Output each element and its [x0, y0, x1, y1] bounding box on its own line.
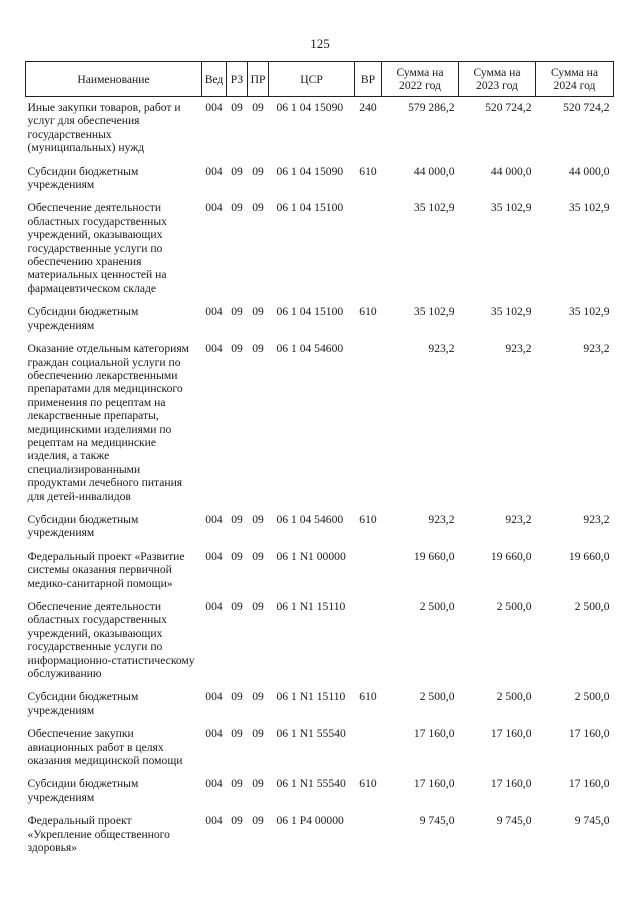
- row-ved: 004: [205, 727, 223, 741]
- page-number: 125: [310, 36, 330, 51]
- row-csr: 06 1 N1 55540: [276, 727, 346, 741]
- row-ved: 004: [205, 814, 223, 828]
- row-sum-2023: 19 660,0: [490, 549, 532, 563]
- row-sum-2022: 35 102,9: [413, 305, 455, 319]
- table-header: [26, 62, 614, 97]
- header-rz: РЗ: [227, 62, 248, 97]
- row-csr: 06 1 04 54600: [276, 342, 344, 356]
- row-name: Субсидии бюджетным учреждениям: [27, 512, 139, 540]
- row-sum-2022: 35 102,9: [413, 201, 455, 215]
- row-rz: 09: [231, 305, 243, 319]
- table-row: [26, 814, 614, 864]
- row-sum-2022: 923,2: [428, 342, 455, 356]
- row-vr: [355, 550, 382, 600]
- row-sum-2022: 44 000,0: [413, 164, 455, 178]
- row-ved: 004: [205, 690, 223, 704]
- budget-table: [25, 61, 614, 865]
- row-rz: 09: [231, 814, 243, 828]
- row-csr: 06 1 04 15100: [276, 201, 344, 215]
- row-name: Субсидии бюджетным учреждениям: [27, 690, 139, 717]
- row-vr: [355, 342, 382, 513]
- header-ved: Вед: [202, 62, 227, 97]
- row-sum-2023: 923,2: [505, 512, 532, 526]
- row-sum-2023: 17 160,0: [490, 727, 532, 741]
- row-sum-2022: 579 286,2: [408, 101, 455, 114]
- row-vr: [355, 201, 382, 305]
- row-sum-2022: 19 660,0: [413, 549, 455, 563]
- row-sum-2022: 17 160,0: [413, 727, 455, 741]
- row-sum-2024: 44 000,0: [568, 164, 610, 178]
- row-ved: 004: [205, 512, 223, 526]
- row-rz: 09: [231, 101, 243, 114]
- row-sum-2023: 2 500,0: [496, 600, 532, 613]
- row-pr: 09: [252, 690, 264, 704]
- row-name: Обеспечение деятельности областных государственных учреждений, оказывающих государственные услуги по информационно-статистическому обслуживанию: [27, 600, 195, 681]
- row-pr: 09: [252, 727, 264, 741]
- header-vr: ВР: [355, 62, 382, 97]
- row-vr: 610: [359, 690, 377, 704]
- table-row: [26, 97, 614, 165]
- row-name: Федеральный проект «Развитие системы оказания первичной медико-санитарной помощи»: [27, 549, 185, 590]
- row-sum-2023: 520 724,2: [485, 101, 532, 114]
- row-pr: 09: [252, 164, 264, 178]
- row-pr: 09: [252, 305, 264, 319]
- row-rz: 09: [231, 342, 243, 356]
- row-sum-2024: 9 745,0: [574, 814, 610, 828]
- row-pr: 09: [252, 342, 264, 356]
- row-name: Иные закупки товаров, работ и услуг для обеспечения государственных (муниципальных) нужд: [27, 101, 181, 155]
- row-sum-2024: 923,2: [583, 512, 610, 526]
- row-name: Субсидии бюджетным учреждениям: [27, 777, 139, 804]
- row-sum-2024: 17 160,0: [568, 777, 610, 791]
- table-row: [26, 600, 614, 690]
- row-csr: 06 1 N1 00000: [276, 549, 346, 563]
- row-ved: 004: [205, 549, 223, 563]
- table-row: [26, 777, 614, 814]
- row-name: Субсидии бюджетным учреждениям: [27, 164, 139, 192]
- row-sum-2023: 44 000,0: [490, 164, 532, 178]
- table-row: [26, 690, 614, 727]
- table-row: [26, 513, 614, 550]
- row-sum-2022: 923,2: [428, 512, 455, 526]
- row-sum-2024: 35 102,9: [568, 201, 610, 215]
- header-name: Наименование: [26, 62, 202, 97]
- row-sum-2022: 2 500,0: [419, 600, 455, 613]
- row-vr: 610: [359, 512, 377, 526]
- row-ved: 004: [205, 600, 223, 613]
- row-rz: 09: [231, 201, 243, 215]
- row-sum-2022: 9 745,0: [419, 814, 455, 828]
- row-sum-2024: 17 160,0: [568, 727, 610, 741]
- row-csr: 06 1 04 15090: [276, 164, 344, 178]
- table-row: [26, 201, 614, 305]
- header-pr: ПР: [248, 62, 269, 97]
- row-sum-2022: 17 160,0: [413, 777, 455, 791]
- table-body: [26, 97, 614, 865]
- row-sum-2024: 19 660,0: [568, 549, 610, 563]
- table-row: [26, 342, 614, 513]
- row-sum-2022: 2 500,0: [419, 690, 455, 704]
- row-vr: [355, 600, 382, 690]
- row-name: Обеспечение закупки авиационных работ в целях оказания медицинской помощи: [27, 727, 183, 768]
- row-sum-2023: 9 745,0: [496, 814, 532, 828]
- header-sum-2023: Сумма на 2023 год: [459, 62, 536, 97]
- row-pr: 09: [252, 600, 264, 613]
- row-sum-2023: 923,2: [505, 342, 532, 356]
- row-pr: 09: [252, 814, 264, 828]
- row-name: Обеспечение деятельности областных государственных учреждений, оказывающих государственные услуги по обеспечению хранения материальных ценностей на фармацевтическом складе: [27, 201, 167, 295]
- row-ved: 004: [205, 164, 223, 178]
- row-sum-2023: 2 500,0: [496, 690, 532, 704]
- table-row: [26, 165, 614, 202]
- row-sum-2024: 520 724,2: [563, 101, 610, 114]
- row-sum-2024: 2 500,0: [574, 690, 610, 704]
- row-rz: 09: [231, 600, 243, 613]
- row-name: Оказание отдельным категориям граждан социальной услуги по обеспечению лекарственными препаратами для медицинского применения по рецептам на лекарственные препараты, медицинскими изделиями по рецептам на медицинские изделия, а также специализированными продуктами лечебного питания для детей-инвалидов: [27, 342, 190, 503]
- row-ved: 004: [205, 101, 223, 114]
- row-rz: 09: [231, 549, 243, 563]
- row-csr: 06 1 04 15090: [276, 101, 344, 114]
- row-ved: 004: [205, 305, 223, 319]
- row-vr: 610: [359, 164, 377, 178]
- row-csr: 06 1 N1 55540: [276, 777, 346, 791]
- row-csr: 06 1 N1 15110: [276, 600, 346, 613]
- row-vr: 240: [359, 101, 377, 114]
- row-sum-2023: 17 160,0: [490, 777, 532, 791]
- row-rz: 09: [231, 727, 243, 741]
- row-name: Субсидии бюджетным учреждениям: [27, 305, 139, 332]
- row-csr: 06 1 P4 00000: [276, 814, 344, 828]
- table-row: [26, 305, 614, 342]
- row-sum-2024: 2 500,0: [574, 600, 610, 613]
- row-pr: 09: [252, 549, 264, 563]
- table-row: [26, 550, 614, 600]
- row-csr: 06 1 04 54600: [276, 512, 344, 526]
- row-pr: 09: [252, 512, 264, 526]
- row-name: Федеральный проект «Укрепление общественного здоровья»: [27, 814, 170, 855]
- row-sum-2023: 35 102,9: [490, 201, 532, 215]
- header-sum-2024: Сумма на 2024 год: [536, 62, 614, 97]
- row-sum-2023: 35 102,9: [490, 305, 532, 319]
- row-sum-2024: 35 102,9: [568, 305, 610, 319]
- row-rz: 09: [231, 164, 243, 178]
- table-row: [26, 727, 614, 777]
- row-ved: 004: [205, 777, 223, 791]
- row-rz: 09: [231, 690, 243, 704]
- row-csr: 06 1 N1 15110: [276, 690, 346, 704]
- row-ved: 004: [205, 342, 223, 356]
- row-vr: 610: [359, 305, 377, 319]
- row-vr: 610: [359, 777, 377, 791]
- row-vr: [355, 727, 382, 777]
- header-csr: ЦСР: [269, 62, 355, 97]
- row-vr: [355, 814, 382, 864]
- row-sum-2024: 923,2: [583, 342, 610, 356]
- row-pr: 09: [252, 101, 264, 114]
- row-rz: 09: [231, 777, 243, 791]
- row-rz: 09: [231, 512, 243, 526]
- header-sum-2022: Сумма на 2022 год: [382, 62, 459, 97]
- row-csr: 06 1 04 15100: [276, 305, 344, 319]
- row-pr: 09: [252, 777, 264, 791]
- row-ved: 004: [205, 201, 223, 215]
- row-pr: 09: [252, 201, 264, 215]
